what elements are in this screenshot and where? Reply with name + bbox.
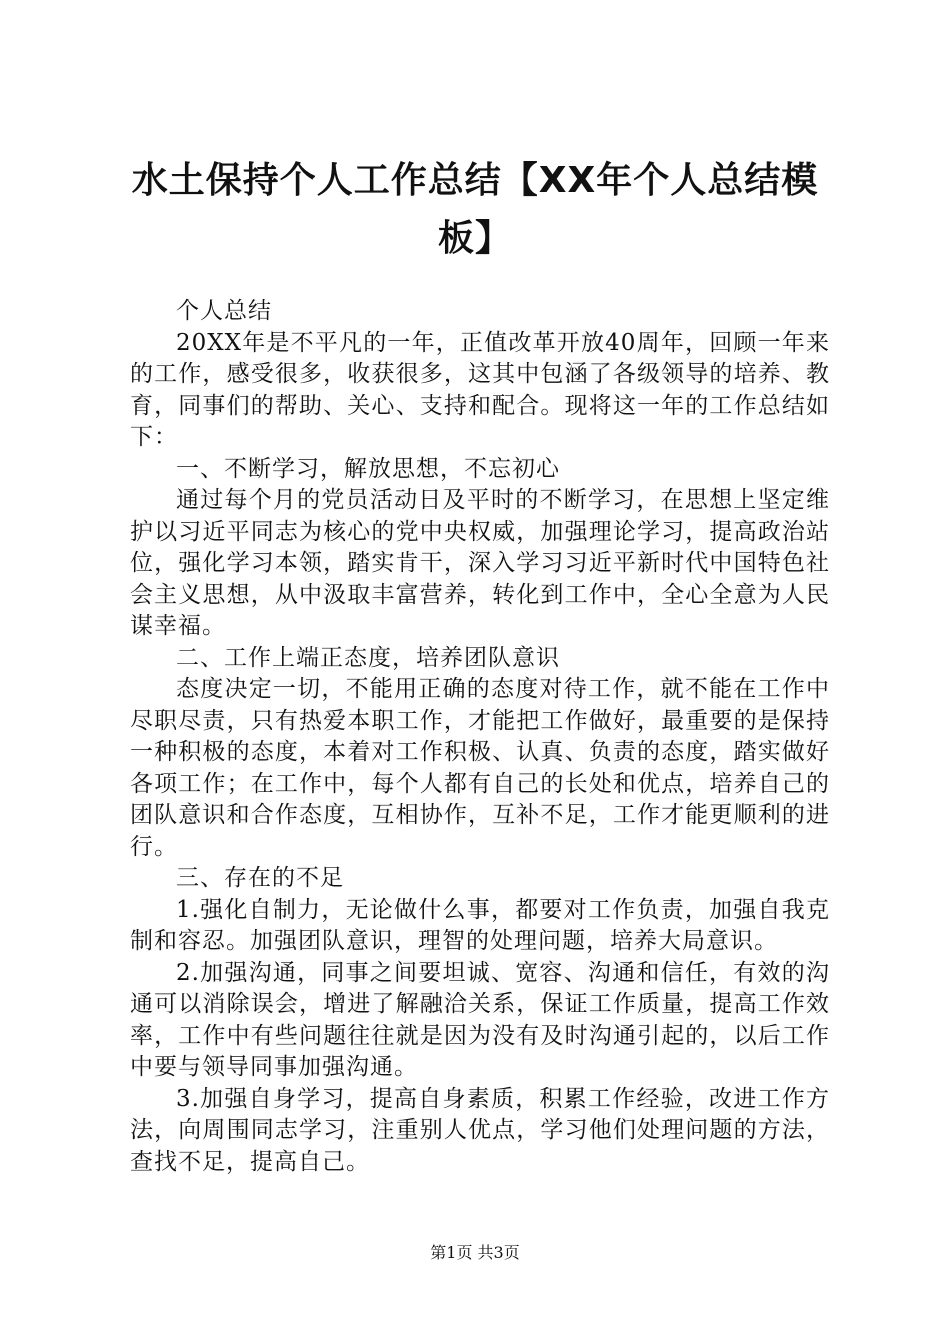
section-heading: 个人总结 — [176, 298, 272, 324]
document-title: 水土保持个人工作总结【XX年个人总结模板】 — [131, 160, 819, 259]
paragraph: 2.加强沟通，同事之间要坦诚、宽容、沟通和信任，有效的沟通可以消除误会，增进了解融洽关系，保证工作质量，提高工作效率，工作中有些问题往往就是因为没有及时沟通引起的，以后工作中要与领导同事加强沟通。 — [130, 959, 830, 1080]
section-heading: 二、工作上端正态度，培养团队意识 — [176, 644, 560, 671]
section-heading: 一、不断学习，解放思想，不忘初心 — [176, 455, 560, 482]
paragraph: 3.加强自身学习，提高自身素质，积累工作经验，改进工作方法，向周围同志学习，注重别人优点，学习他们处理问题的方法，查找不足，提高自己。 — [130, 1085, 830, 1175]
page-footer: 第1页 共3页 — [430, 1243, 520, 1262]
document-body — [130, 296, 830, 1178]
paragraph: 态度决定一切，不能用正确的态度对待工作，就不能在工作中尽职尽责，只有热爱本职工作，才能把工作做好，最重要的是保持一种积极的态度，本着对工作积极、认真、负责的态度，踏实做好各项工作；在工作中，每个人都有自己的长处和优点，培养自己的团队意识和合作态度，互相协作，互补不足，工作才能更顺利的进行。 — [130, 676, 830, 860]
section-heading: 三、存在的不足 — [176, 865, 344, 891]
paragraph: 20XX年是不平凡的一年，正值改革开放40周年，回顾一年来的工作，感受很多，收获很多，这其中包涵了各级领导的培养、教育，同事们的帮助、关心、支持和配合。现将这一年的工作总结如下： — [130, 329, 830, 450]
paragraph: 通过每个月的党员活动日及平时的不断学习，在思想上坚定维护以习近平同志为核心的党中央权威，加强理论学习，提高政治站位，强化学习本领，踏实肯干，深入学习习近平新时代中国特色社会主义思想，从中汲取丰富营养，转化到工作中，全心全意为人民谋幸福。 — [130, 487, 830, 639]
paragraph: 1.强化自制力，无论做什么事，都要对工作负责，加强自我克制和容忍。加强团队意识，理智的处理问题，培养大局意识。 — [130, 896, 830, 954]
